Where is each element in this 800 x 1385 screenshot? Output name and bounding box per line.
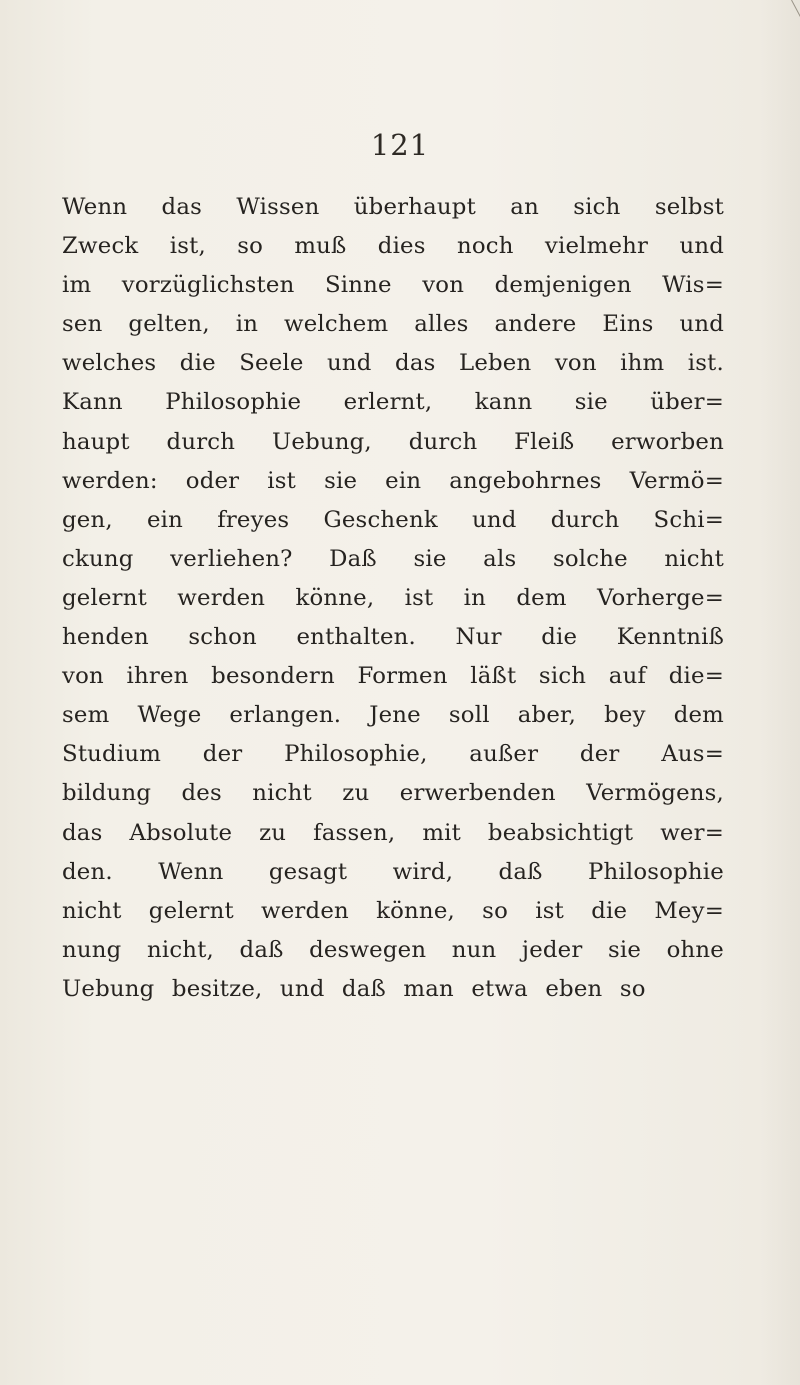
text-line: gen, ein freyes Geschenk und durch Schi= bbox=[62, 506, 724, 533]
text-line: henden schon enthalten. Nur die Kenntniß bbox=[62, 624, 724, 651]
body-text bbox=[62, 188, 724, 1009]
text-line: nung nicht, daß deswegen nun jeder sie ohne bbox=[62, 936, 724, 963]
text-line: Uebung besitze, und daß man etwa eben so bbox=[62, 975, 646, 1002]
text-line: ckung verliehen? Daß sie als solche nicht bbox=[62, 545, 724, 572]
text-line: bildung des nicht zu erwerbenden Vermögens, bbox=[62, 780, 724, 807]
text-line: den. Wenn gesagt wird, daß Philosophie bbox=[62, 858, 724, 885]
text-line: Studium der Philosophie, außer der Aus= bbox=[62, 741, 724, 768]
page-edge-shadow bbox=[760, 0, 800, 1385]
page-number: 121 bbox=[370, 128, 430, 162]
text-line: das Absolute zu fassen, mit beabsichtigt wer= bbox=[62, 819, 724, 846]
text-line: Kann Philosophie erlernt, kann sie über= bbox=[62, 389, 724, 416]
text-line: sen gelten, in welchem alles andere Eins und bbox=[62, 311, 724, 338]
text-line: sem Wege erlangen. Jene soll aber, bey dem bbox=[62, 702, 724, 729]
text-line: welches die Seele und das Leben von ihm ist. bbox=[62, 350, 724, 377]
text-line: von ihren besondern Formen läßt sich auf die= bbox=[62, 663, 724, 690]
text-line: Wenn das Wissen überhaupt an sich selbst bbox=[62, 194, 724, 220]
text-line: werden: oder ist sie ein angebohrnes Vermö= bbox=[62, 467, 724, 494]
text-line: Zweck ist, so muß dies noch vielmehr und bbox=[62, 233, 724, 260]
text-line: haupt durch Uebung, durch Fleiß erworben bbox=[62, 428, 724, 455]
text-line: nicht gelernt werden könne, so ist die Mey= bbox=[62, 897, 724, 924]
text-line: im vorzüglichsten Sinne von demjenigen Wis= bbox=[62, 272, 724, 299]
text-line: gelernt werden könne, ist in dem Vorherge= bbox=[62, 584, 724, 611]
